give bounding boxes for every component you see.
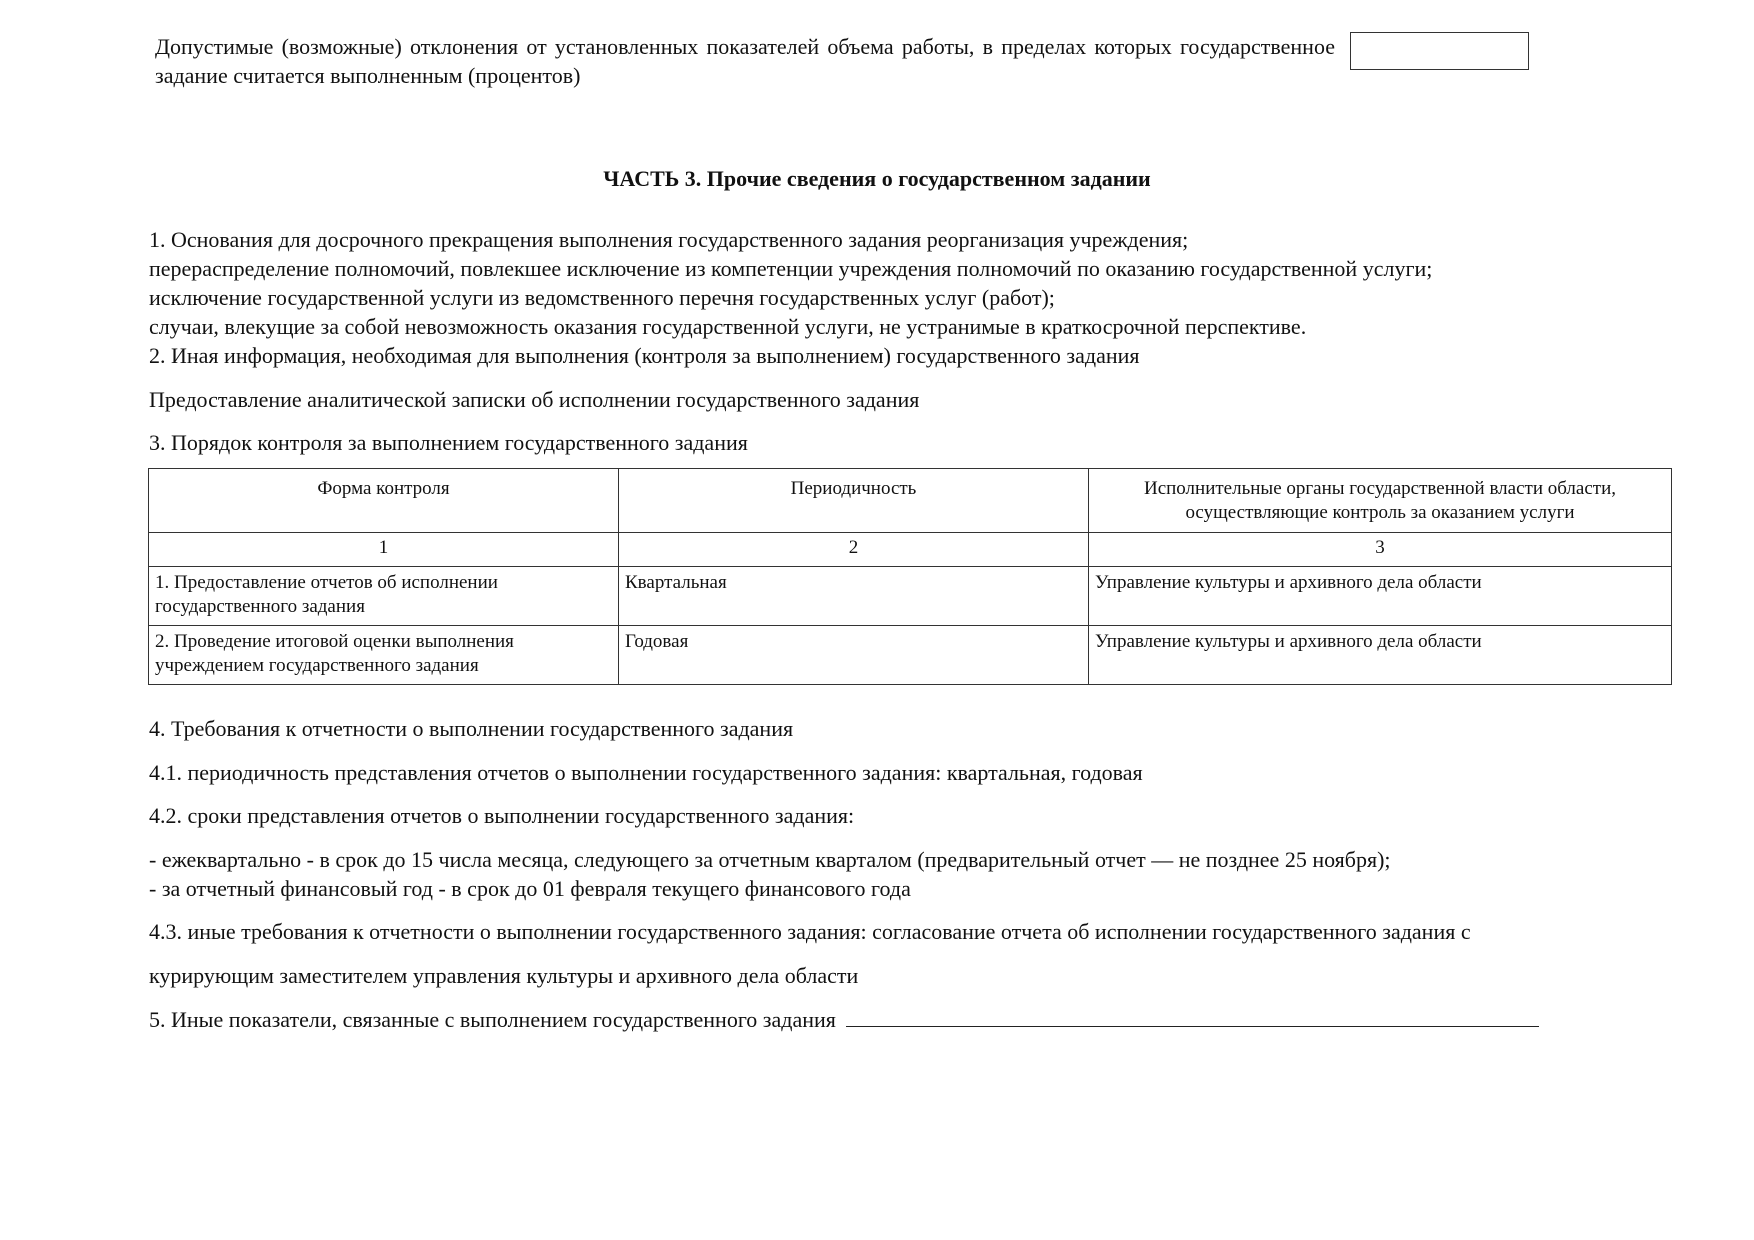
p5-heading: 5. Иные показатели, связанные с выполнением государственного задания (149, 1007, 836, 1032)
p2-heading: 2. Иная информация, необходимая для выполнения (контроля за выполнением) государственного задания (149, 343, 1140, 368)
table-number-cell: 2 (619, 533, 1089, 567)
deviation-value-field[interactable] (1350, 32, 1529, 70)
p4-2-b: - за отчетный финансовый год - в срок до 01 февраля текущего финансового года (149, 876, 911, 901)
table-cell: 1. Предоставление отчетов об исполнении государственного задания (149, 567, 619, 626)
part3-title: ЧАСТЬ 3. Прочие сведения о государственном задании (603, 166, 1151, 191)
p4-3-line1: 4.3. иные требования к отчетности о выполнении государственного задания: согласование отчета об исполнении государственного задания с (149, 919, 1471, 944)
table-number-cell: 1 (149, 533, 619, 567)
p4-heading: 4. Требования к отчетности о выполнении государственного задания (149, 716, 794, 741)
p1-line4: случаи, влекущие за собой невозможность оказания государственной услуги, не устранимые в краткосрочной перспективе. (149, 314, 1307, 339)
table-cell: Управление культуры и архивного дела области (1089, 626, 1672, 685)
table-header-cell: Форма контроля (149, 469, 619, 533)
table-header-cell: Исполнительные органы государственной власти области, осуществляющие контроль за оказанием услуги (1089, 469, 1672, 533)
table-cell: Квартальная (619, 567, 1089, 626)
deviation-text: Допустимые (возможные) отклонения от установленных показателей объема работы, в пределах которых государственное задание считается выполненным (процентов) (155, 34, 1335, 88)
table-header-cell: Периодичность (619, 469, 1089, 533)
p3-heading: 3. Порядок контроля за выполнением государственного задания (149, 430, 748, 455)
table-header-row (149, 469, 1672, 533)
p4-2: 4.2. сроки представления отчетов о выполнении государственного задания: (149, 803, 855, 828)
table-row (149, 626, 1672, 685)
p2-value: Предоставление аналитической записки об исполнении государственного задания (149, 387, 920, 412)
table-cell: 2. Проведение итоговой оценки выполнения учреждением государственного задания (149, 626, 619, 685)
p1-line1: 1. Основания для досрочного прекращения выполнения государственного задания реорганизация учреждения; (149, 227, 1189, 252)
p1-line3: исключение государственной услуги из ведомственного перечня государственных услуг (работ); (149, 285, 1055, 310)
p4-1: 4.1. периодичность представления отчетов о выполнении государственного задания: квартальная, годовая (149, 760, 1143, 785)
control-table (148, 468, 1672, 685)
table-number-row (149, 533, 1672, 567)
p5-line (149, 1004, 1679, 1034)
p4-2-a: - ежеквартально - в срок до 15 числа месяца, следующего за отчетным кварталом (предварительный отчет — не позднее 25 ноября); (149, 847, 1391, 872)
table-number-cell: 3 (1089, 533, 1672, 567)
p1-line2: перераспределение полномочий, повлекшее исключение из компетенции учреждения полномочий по оказанию государственной услуги; (149, 256, 1433, 281)
table-cell: Годовая (619, 626, 1089, 685)
p4-3-line2: курирующим заместителем управления культуры и архивного дела области (149, 963, 859, 988)
table-cell: Управление культуры и архивного дела области (1089, 567, 1672, 626)
p5-blank-field[interactable] (846, 1004, 1539, 1027)
table-row (149, 567, 1672, 626)
